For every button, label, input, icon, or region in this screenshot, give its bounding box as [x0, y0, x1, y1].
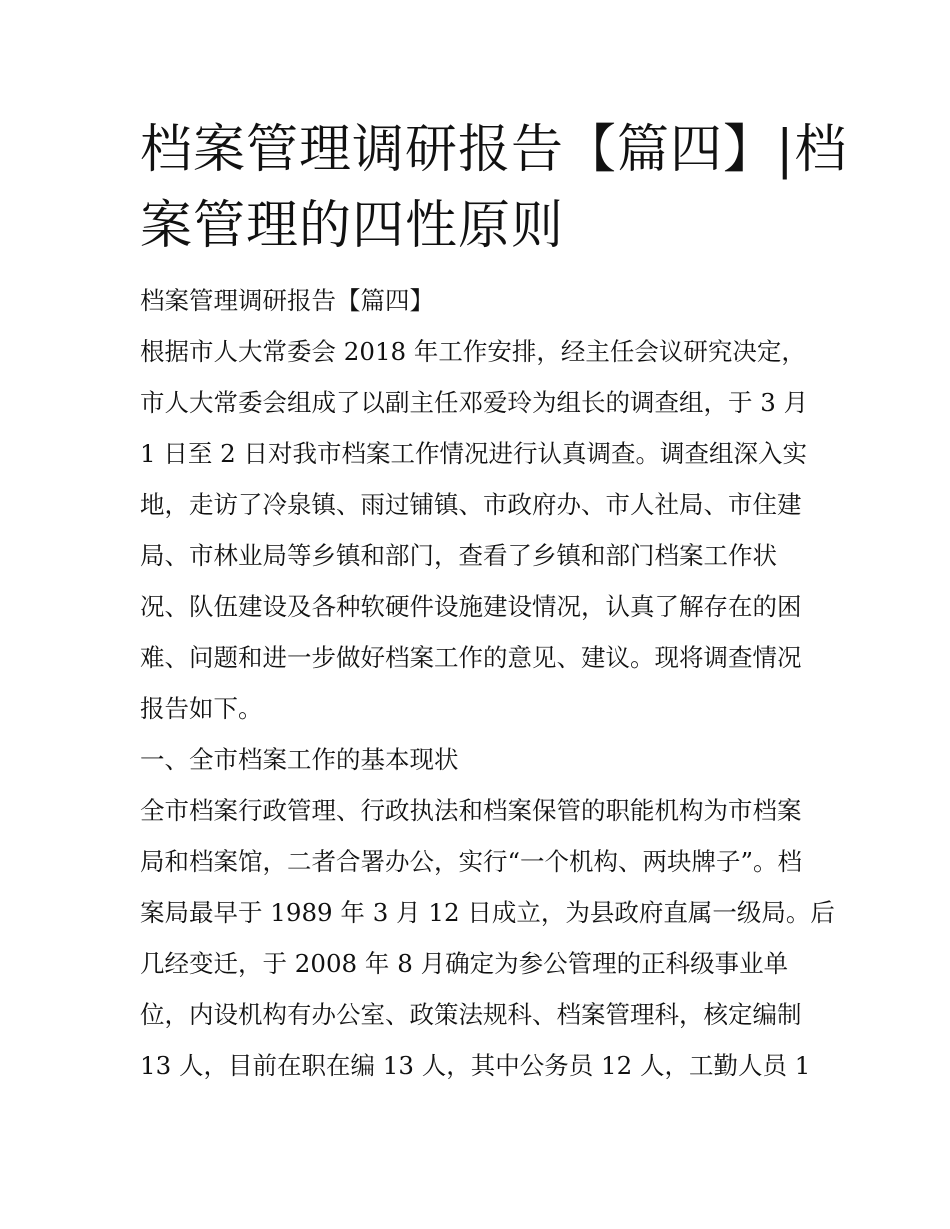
paragraph-line: 几经变迁，于 2008 年 8 月确定为参公管理的正科级事业单: [140, 949, 789, 978]
section-heading: 一、全市档案工作的基本现状: [140, 745, 459, 774]
paragraph-line: 况、队伍建设及各种软硬件设施建设情况，认真了解存在的困: [140, 592, 802, 621]
document-body: [140, 281, 835, 1097]
paragraph-line: 案局最早于 1989 年 3 月 12 日成立，为县政府直属一级局。后: [140, 898, 835, 927]
paragraph-line: 位，内设机构有办公室、政策法规科、档案管理科，核定编制: [140, 1000, 802, 1029]
document-title: [140, 112, 848, 264]
paragraph-line: 局和档案馆，二者合署办公，实行“一个机构、两块牌子”。档: [140, 847, 803, 876]
title-line-2: 案管理的四性原则: [140, 196, 565, 256]
paragraph-line: 根据市人大常委会 2018 年工作安排，经主任会议研究决定，: [140, 337, 806, 366]
paragraph-line: 地，走访了冷泉镇、雨过铺镇、市政府办、市人社局、市住建: [140, 490, 802, 519]
title-line-1: 档案管理调研报告【篇四】|档: [140, 120, 848, 180]
section-heading: 档案管理调研报告【篇四】: [140, 286, 434, 315]
paragraph-line: 报告如下。: [140, 694, 263, 723]
paragraph-line: 局、市林业局等乡镇和部门，查看了乡镇和部门档案工作状: [140, 541, 777, 570]
paragraph-line: 13 人，目前在职在编 13 人，其中公务员 12 人，工勤人员 1: [140, 1051, 811, 1080]
paragraph-line: 1 日至 2 日对我市档案工作情况进行认真调查。调查组深入实: [140, 439, 808, 468]
paragraph-line: 难、问题和进一步做好档案工作的意见、建议。现将调查情况: [140, 643, 802, 672]
paragraph-line: 市人大常委会组成了以副主任邓爱玲为组长的调查组，于 3 月: [140, 388, 809, 417]
paragraph-line: 全市档案行政管理、行政执法和档案保管的职能机构为市档案: [140, 796, 802, 825]
